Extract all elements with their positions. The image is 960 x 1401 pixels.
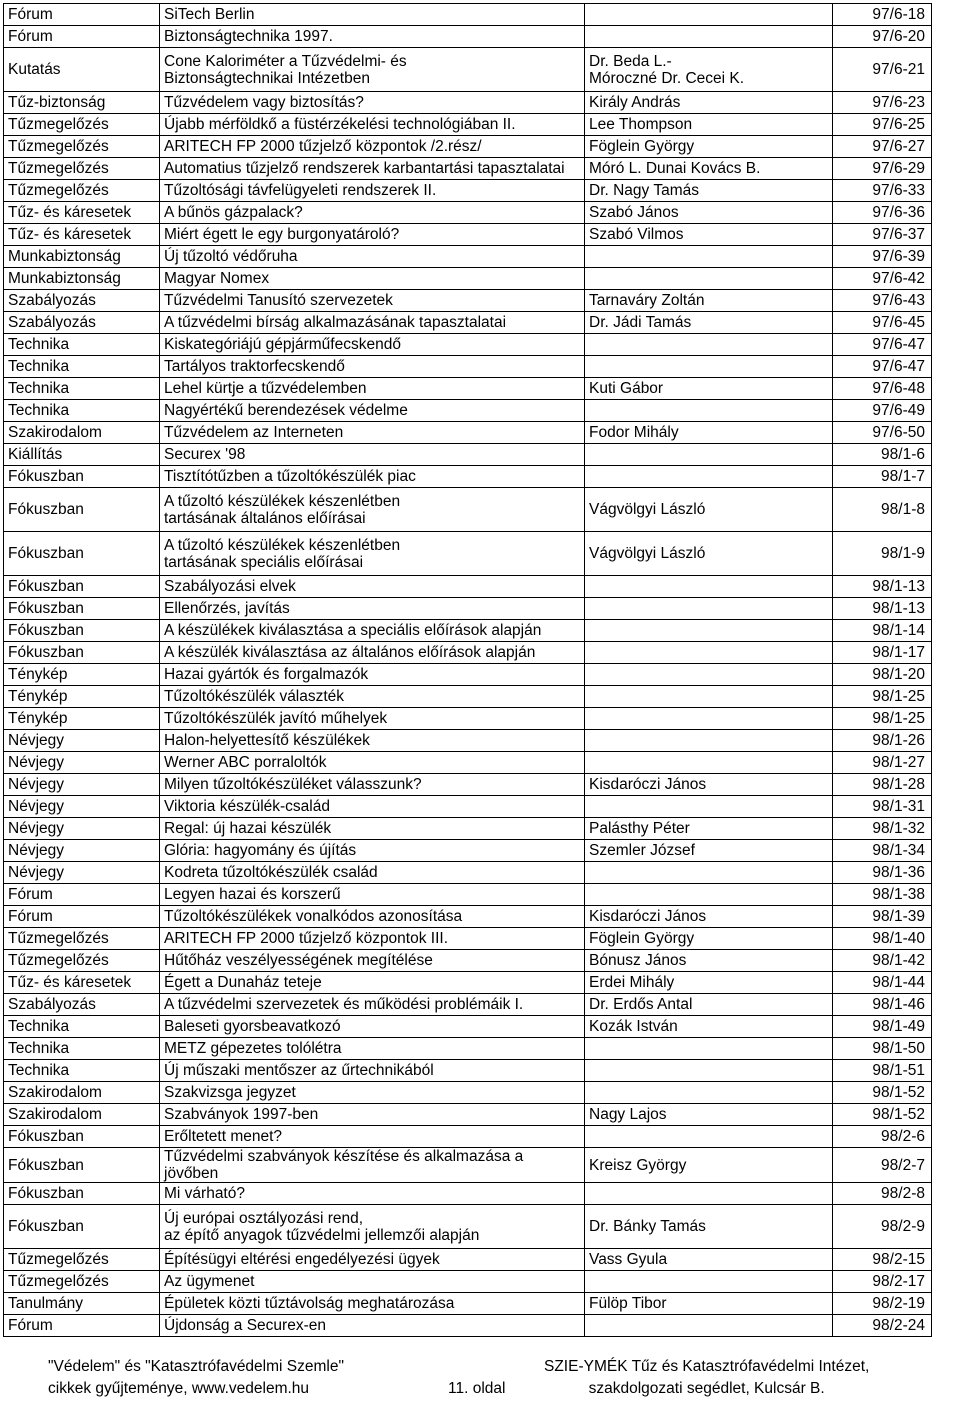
issue-cell: 98/2-9 xyxy=(833,1205,932,1249)
category-cell: Szakirodalom xyxy=(4,422,160,444)
issue-cell: 98/1-34 xyxy=(833,840,932,862)
author-cell xyxy=(585,444,833,466)
category-cell: Szabályozás xyxy=(4,290,160,312)
category-cell: Tűzmegelőzés xyxy=(4,950,160,972)
author-cell xyxy=(585,884,833,906)
author-cell: Dr. Nagy Tamás xyxy=(585,180,833,202)
table-row xyxy=(4,1315,932,1337)
category-cell: Tanulmány xyxy=(4,1293,160,1315)
author-cell xyxy=(585,708,833,730)
table-row xyxy=(4,950,932,972)
title-cell: A tűzoltó készülékek készenlétben tartásának speciális előírásai xyxy=(160,532,585,576)
category-cell: Fórum xyxy=(4,884,160,906)
title-cell: Legyen hazai és korszerű xyxy=(160,884,585,906)
title-cell: Új tűzoltó védőruha xyxy=(160,246,585,268)
author-cell: Vágvölgyi László xyxy=(585,532,833,576)
author-cell: Móró L. Dunai Kovács B. xyxy=(585,158,833,180)
title-cell: A tűzvédelmi szervezetek és működési problémáik I. xyxy=(160,994,585,1016)
category-cell: Fókuszban xyxy=(4,1126,160,1148)
author-cell: Szemler József xyxy=(585,840,833,862)
category-cell: Névjegy xyxy=(4,862,160,884)
category-cell: Munkabiztonság xyxy=(4,268,160,290)
issue-cell: 98/2-6 xyxy=(833,1126,932,1148)
issue-cell: 98/1-51 xyxy=(833,1060,932,1082)
issue-cell: 97/6-49 xyxy=(833,400,932,422)
title-cell: Tűzvédelem vagy biztosítás? xyxy=(160,92,585,114)
table-row xyxy=(4,48,932,92)
title-cell: Tisztítótűzben a tűzoltókészülék piac xyxy=(160,466,585,488)
table-row xyxy=(4,1271,932,1293)
table-row xyxy=(4,972,932,994)
table-row xyxy=(4,1148,932,1183)
category-cell: Névjegy xyxy=(4,818,160,840)
author-cell: Szabó Vilmos xyxy=(585,224,833,246)
category-cell: Ténykép xyxy=(4,664,160,686)
author-cell xyxy=(585,400,833,422)
issue-cell: 97/6-50 xyxy=(833,422,932,444)
issue-cell: 98/1-38 xyxy=(833,884,932,906)
title-cell: Tűzoltókészülékek vonalkódos azonosítása xyxy=(160,906,585,928)
issue-cell: 98/1-13 xyxy=(833,576,932,598)
issue-cell: 98/1-8 xyxy=(833,488,932,532)
category-cell: Fókuszban xyxy=(4,1148,160,1183)
table-row xyxy=(4,400,932,422)
author-cell: Erdei Mihály xyxy=(585,972,833,994)
issue-cell: 98/2-8 xyxy=(833,1183,932,1205)
issue-cell: 98/1-14 xyxy=(833,620,932,642)
author-cell xyxy=(585,686,833,708)
footer-left-line2: cikkek gyűjteménye, www.vedelem.hu xyxy=(48,1380,310,1397)
title-cell: Miért égett le egy burgonyatároló? xyxy=(160,224,585,246)
table-row xyxy=(4,1104,932,1126)
issue-cell: 98/1-7 xyxy=(833,466,932,488)
table-row xyxy=(4,620,932,642)
title-cell: Szabályozási elvek xyxy=(160,576,585,598)
author-cell xyxy=(585,862,833,884)
author-cell: Kisdaróczi János xyxy=(585,906,833,928)
article-table xyxy=(3,3,932,1337)
table-row xyxy=(4,1205,932,1249)
title-cell: Kiskategóriájú gépjárműfecskendő xyxy=(160,334,585,356)
table-row xyxy=(4,1183,932,1205)
table-row xyxy=(4,840,932,862)
category-cell: Tűz- és káresetek xyxy=(4,224,160,246)
issue-cell: 98/2-7 xyxy=(833,1148,932,1183)
table-row xyxy=(4,312,932,334)
issue-cell: 98/1-20 xyxy=(833,664,932,686)
category-cell: Tűzmegelőzés xyxy=(4,158,160,180)
issue-cell: 98/1-25 xyxy=(833,686,932,708)
author-cell xyxy=(585,796,833,818)
issue-cell: 98/1-44 xyxy=(833,972,932,994)
category-cell: Tűzmegelőzés xyxy=(4,1271,160,1293)
title-cell: Biztonságtechnika 1997. xyxy=(160,26,585,48)
title-cell: A készülék kiválasztása az általános előírások alapján xyxy=(160,642,585,664)
title-cell: Tűzoltókészülék javító műhelyek xyxy=(160,708,585,730)
issue-cell: 97/6-43 xyxy=(833,290,932,312)
author-cell: Bónusz János xyxy=(585,950,833,972)
issue-cell: 98/1-17 xyxy=(833,642,932,664)
table-row xyxy=(4,598,932,620)
issue-cell: 98/1-52 xyxy=(833,1082,932,1104)
issue-cell: 98/2-15 xyxy=(833,1249,932,1271)
category-cell: Fókuszban xyxy=(4,488,160,532)
category-cell: Technika xyxy=(4,378,160,400)
title-cell: Hazai gyártók és forgalmazók xyxy=(160,664,585,686)
table-row xyxy=(4,114,932,136)
category-cell: Ténykép xyxy=(4,708,160,730)
issue-cell: 98/1-42 xyxy=(833,950,932,972)
table-row xyxy=(4,422,932,444)
title-cell: Viktoria készülék-család xyxy=(160,796,585,818)
table-row xyxy=(4,488,932,532)
article-table-body xyxy=(4,4,932,1337)
table-row xyxy=(4,136,932,158)
issue-cell: 98/1-26 xyxy=(833,730,932,752)
issue-cell: 97/6-45 xyxy=(833,312,932,334)
table-row xyxy=(4,1082,932,1104)
table-row xyxy=(4,246,932,268)
issue-cell: 97/6-47 xyxy=(833,356,932,378)
table-row xyxy=(4,906,932,928)
table-row xyxy=(4,224,932,246)
issue-cell: 97/6-23 xyxy=(833,92,932,114)
title-cell: METZ gépezetes tolólétra xyxy=(160,1038,585,1060)
title-cell: Baleseti gyorsbeavatkozó xyxy=(160,1016,585,1038)
title-cell: Újdonság a Securex-en xyxy=(160,1315,585,1337)
category-cell: Tűzmegelőzés xyxy=(4,928,160,950)
issue-cell: 97/6-27 xyxy=(833,136,932,158)
title-cell: Nagyértékű berendezések védelme xyxy=(160,400,585,422)
title-cell: Tűzoltósági távfelügyeleti rendszerek II. xyxy=(160,180,585,202)
author-cell xyxy=(585,268,833,290)
author-cell: Dr. Beda L.- Móroczné Dr. Cecei K. xyxy=(585,48,833,92)
issue-cell: 97/6-39 xyxy=(833,246,932,268)
category-cell: Technika xyxy=(4,1016,160,1038)
issue-cell: 98/1-39 xyxy=(833,906,932,928)
title-cell: Regal: új hazai készülék xyxy=(160,818,585,840)
title-cell: Cone Kaloriméter a Tűzvédelmi- és Biztonságtechnikai Intézetben xyxy=(160,48,585,92)
issue-cell: 97/6-29 xyxy=(833,158,932,180)
author-cell: Vass Gyula xyxy=(585,1249,833,1271)
issue-cell: 98/1-25 xyxy=(833,708,932,730)
issue-cell: 98/1-27 xyxy=(833,752,932,774)
author-cell xyxy=(585,246,833,268)
category-cell: Tűz- és káresetek xyxy=(4,972,160,994)
author-cell: Dr. Erdős Antal xyxy=(585,994,833,1016)
title-cell: Hűtőház veszélyességének megítélése xyxy=(160,950,585,972)
table-row xyxy=(4,1038,932,1060)
issue-cell: 97/6-18 xyxy=(833,4,932,26)
category-cell: Technika xyxy=(4,356,160,378)
category-cell: Kutatás xyxy=(4,48,160,92)
table-row xyxy=(4,708,932,730)
footer-left xyxy=(48,1356,344,1400)
author-cell xyxy=(585,4,833,26)
table-row xyxy=(4,774,932,796)
category-cell: Fórum xyxy=(4,1315,160,1337)
table-row xyxy=(4,642,932,664)
title-cell: Tűzvédelmi szabványok készítése és alkalmazása a jövőben xyxy=(160,1148,585,1183)
author-cell xyxy=(585,730,833,752)
category-cell: Szabályozás xyxy=(4,312,160,334)
issue-cell: 98/1-6 xyxy=(833,444,932,466)
title-cell: Tűzoltókészülék választék xyxy=(160,686,585,708)
author-cell xyxy=(585,1271,833,1293)
issue-cell: 97/6-48 xyxy=(833,378,932,400)
category-cell: Fókuszban xyxy=(4,1183,160,1205)
category-cell: Technika xyxy=(4,1038,160,1060)
table-row xyxy=(4,686,932,708)
author-cell xyxy=(585,466,833,488)
category-cell: Névjegy xyxy=(4,730,160,752)
title-cell: ARITECH FP 2000 tűzjelző központok III. xyxy=(160,928,585,950)
category-cell: Fókuszban xyxy=(4,642,160,664)
title-cell: Új műszaki mentőszer az űrtechnikából xyxy=(160,1060,585,1082)
table-row xyxy=(4,378,932,400)
issue-cell: 98/2-17 xyxy=(833,1271,932,1293)
category-cell: Fókuszban xyxy=(4,576,160,598)
category-cell: Fókuszban xyxy=(4,1205,160,1249)
author-cell: Kuti Gábor xyxy=(585,378,833,400)
category-cell: Szabályozás xyxy=(4,994,160,1016)
issue-cell: 97/6-25 xyxy=(833,114,932,136)
author-cell: Nagy Lajos xyxy=(585,1104,833,1126)
category-cell: Szakirodalom xyxy=(4,1104,160,1126)
title-cell: SiTech Berlin xyxy=(160,4,585,26)
table-row xyxy=(4,466,932,488)
issue-cell: 98/1-49 xyxy=(833,1016,932,1038)
table-row xyxy=(4,356,932,378)
category-cell: Fókuszban xyxy=(4,598,160,620)
title-cell: Lehel kürtje a tűzvédelemben xyxy=(160,378,585,400)
table-row xyxy=(4,1249,932,1271)
category-cell: Névjegy xyxy=(4,752,160,774)
issue-cell: 98/1-40 xyxy=(833,928,932,950)
issue-cell: 98/1-32 xyxy=(833,818,932,840)
category-cell: Munkabiztonság xyxy=(4,246,160,268)
title-cell: Halon-helyettesítő készülékek xyxy=(160,730,585,752)
category-cell: Szakirodalom xyxy=(4,1082,160,1104)
category-cell: Fórum xyxy=(4,4,160,26)
page-number: 11. oldal xyxy=(448,1380,506,1397)
table-row xyxy=(4,818,932,840)
footer-right xyxy=(544,1356,869,1400)
author-cell xyxy=(585,356,833,378)
category-cell: Fórum xyxy=(4,906,160,928)
author-cell: Kozák István xyxy=(585,1016,833,1038)
author-cell: Fülöp Tibor xyxy=(585,1293,833,1315)
table-row xyxy=(4,4,932,26)
author-cell: Palásthy Péter xyxy=(585,818,833,840)
table-row xyxy=(4,532,932,576)
title-cell: Tartályos traktorfecskendő xyxy=(160,356,585,378)
title-cell: Kodreta tűzoltókészülék család xyxy=(160,862,585,884)
author-cell xyxy=(585,1183,833,1205)
issue-cell: 98/1-46 xyxy=(833,994,932,1016)
table-row xyxy=(4,1060,932,1082)
category-cell: Fókuszban xyxy=(4,466,160,488)
title-cell: Az ügymenet xyxy=(160,1271,585,1293)
table-row xyxy=(4,1293,932,1315)
title-cell: A tűzvédelmi bírság alkalmazásának tapasztalatai xyxy=(160,312,585,334)
footer-right-line1: SZIE-YMÉK Tűz és Katasztrófavédelmi Intézet, xyxy=(544,1358,870,1375)
table-row xyxy=(4,862,932,884)
title-cell: A tűzoltó készülékek készenlétben tartásának általános előírásai xyxy=(160,488,585,532)
issue-cell: 97/6-33 xyxy=(833,180,932,202)
table-row xyxy=(4,576,932,598)
category-cell: Kiállítás xyxy=(4,444,160,466)
author-cell: Tarnaváry Zoltán xyxy=(585,290,833,312)
issue-cell: 97/6-42 xyxy=(833,268,932,290)
issue-cell: 98/1-28 xyxy=(833,774,932,796)
category-cell: Tűzmegelőzés xyxy=(4,180,160,202)
category-cell: Tűzmegelőzés xyxy=(4,114,160,136)
issue-cell: 98/1-52 xyxy=(833,1104,932,1126)
author-cell: Föglein György xyxy=(585,136,833,158)
issue-cell: 98/1-13 xyxy=(833,598,932,620)
category-cell: Fókuszban xyxy=(4,532,160,576)
author-cell: Vágvölgyi László xyxy=(585,488,833,532)
table-row xyxy=(4,994,932,1016)
table-row xyxy=(4,180,932,202)
table-row xyxy=(4,158,932,180)
table-row xyxy=(4,1016,932,1038)
issue-cell: 97/6-36 xyxy=(833,202,932,224)
category-cell: Tűz- és káresetek xyxy=(4,202,160,224)
issue-cell: 98/2-19 xyxy=(833,1293,932,1315)
table-row xyxy=(4,796,932,818)
category-cell: Tűzmegelőzés xyxy=(4,1249,160,1271)
issue-cell: 97/6-21 xyxy=(833,48,932,92)
title-cell: Tűzvédelmi Tanusító szervezetek xyxy=(160,290,585,312)
title-cell: A készülékek kiválasztása a speciális előírások alapján xyxy=(160,620,585,642)
issue-cell: 97/6-47 xyxy=(833,334,932,356)
category-cell: Fókuszban xyxy=(4,620,160,642)
author-cell xyxy=(585,620,833,642)
category-cell: Tűz-biztonság xyxy=(4,92,160,114)
author-cell xyxy=(585,1060,833,1082)
title-cell: Automatius tűzjelző rendszerek karbantartási tapasztalatai xyxy=(160,158,585,180)
author-cell xyxy=(585,598,833,620)
title-cell: Securex '98 xyxy=(160,444,585,466)
author-cell: Szabó János xyxy=(585,202,833,224)
author-cell: Kreisz György xyxy=(585,1148,833,1183)
title-cell: Ellenőrzés, javítás xyxy=(160,598,585,620)
table-row xyxy=(4,334,932,356)
title-cell: Magyar Nomex xyxy=(160,268,585,290)
title-cell: A bűnös gázpalack? xyxy=(160,202,585,224)
author-cell: Lee Thompson xyxy=(585,114,833,136)
table-row xyxy=(4,752,932,774)
category-cell: Névjegy xyxy=(4,796,160,818)
table-row xyxy=(4,290,932,312)
author-cell xyxy=(585,1082,833,1104)
author-cell: Dr. Bánky Tamás xyxy=(585,1205,833,1249)
table-row xyxy=(4,268,932,290)
author-cell xyxy=(585,576,833,598)
author-cell: Föglein György xyxy=(585,928,833,950)
issue-cell: 98/1-9 xyxy=(833,532,932,576)
author-cell xyxy=(585,1126,833,1148)
title-cell: Égett a Dunaház teteje xyxy=(160,972,585,994)
title-cell: Mi várható? xyxy=(160,1183,585,1205)
issue-cell: 98/1-36 xyxy=(833,862,932,884)
issue-cell: 98/1-50 xyxy=(833,1038,932,1060)
title-cell: Építésügyi eltérési engedélyezési ügyek xyxy=(160,1249,585,1271)
author-cell: Fodor Mihály xyxy=(585,422,833,444)
category-cell: Technika xyxy=(4,334,160,356)
category-cell: Névjegy xyxy=(4,774,160,796)
author-cell xyxy=(585,1315,833,1337)
category-cell: Technika xyxy=(4,1060,160,1082)
title-cell: Szabványok 1997-ben xyxy=(160,1104,585,1126)
title-cell: Épületek közti tűztávolság meghatározása xyxy=(160,1293,585,1315)
issue-cell: 98/1-31 xyxy=(833,796,932,818)
author-cell xyxy=(585,1038,833,1060)
title-cell: Glória: hagyomány és újítás xyxy=(160,840,585,862)
author-cell xyxy=(585,26,833,48)
category-cell: Technika xyxy=(4,400,160,422)
category-cell: Tűzmegelőzés xyxy=(4,136,160,158)
issue-cell: 97/6-20 xyxy=(833,26,932,48)
title-cell: Tűzvédelem az Interneten xyxy=(160,422,585,444)
author-cell xyxy=(585,664,833,686)
title-cell: Szakvizsga jegyzet xyxy=(160,1082,585,1104)
issue-cell: 98/2-24 xyxy=(833,1315,932,1337)
table-row xyxy=(4,92,932,114)
author-cell xyxy=(585,334,833,356)
author-cell: Dr. Jádi Tamás xyxy=(585,312,833,334)
title-cell: Új európai osztályozási rend, az építő anyagok tűzvédelmi jellemzői alapján xyxy=(160,1205,585,1249)
table-row xyxy=(4,664,932,686)
author-cell xyxy=(585,642,833,664)
category-cell: Névjegy xyxy=(4,840,160,862)
issue-cell: 97/6-37 xyxy=(833,224,932,246)
category-cell: Fórum xyxy=(4,26,160,48)
author-cell: Király András xyxy=(585,92,833,114)
title-cell: Újabb mérföldkő a füstérzékelési technológiában II. xyxy=(160,114,585,136)
title-cell: ARITECH FP 2000 tűzjelző központok /2.rész/ xyxy=(160,136,585,158)
title-cell: Erőltetett menet? xyxy=(160,1126,585,1148)
table-row xyxy=(4,730,932,752)
title-cell: Milyen tűzoltókészüléket válasszunk? xyxy=(160,774,585,796)
author-cell: Kisdaróczi János xyxy=(585,774,833,796)
title-cell: Werner ABC porraloltók xyxy=(160,752,585,774)
author-cell xyxy=(585,752,833,774)
table-row xyxy=(4,884,932,906)
table-row xyxy=(4,202,932,224)
footer-right-line2: szakdolgozati segédlet, Kulcsár B. xyxy=(588,1380,825,1397)
footer-left-line1: "Védelem" és "Katasztrófavédelmi Szemle" xyxy=(48,1358,344,1375)
category-cell: Ténykép xyxy=(4,686,160,708)
table-row xyxy=(4,928,932,950)
table-row xyxy=(4,26,932,48)
table-row xyxy=(4,1126,932,1148)
table-row xyxy=(4,444,932,466)
